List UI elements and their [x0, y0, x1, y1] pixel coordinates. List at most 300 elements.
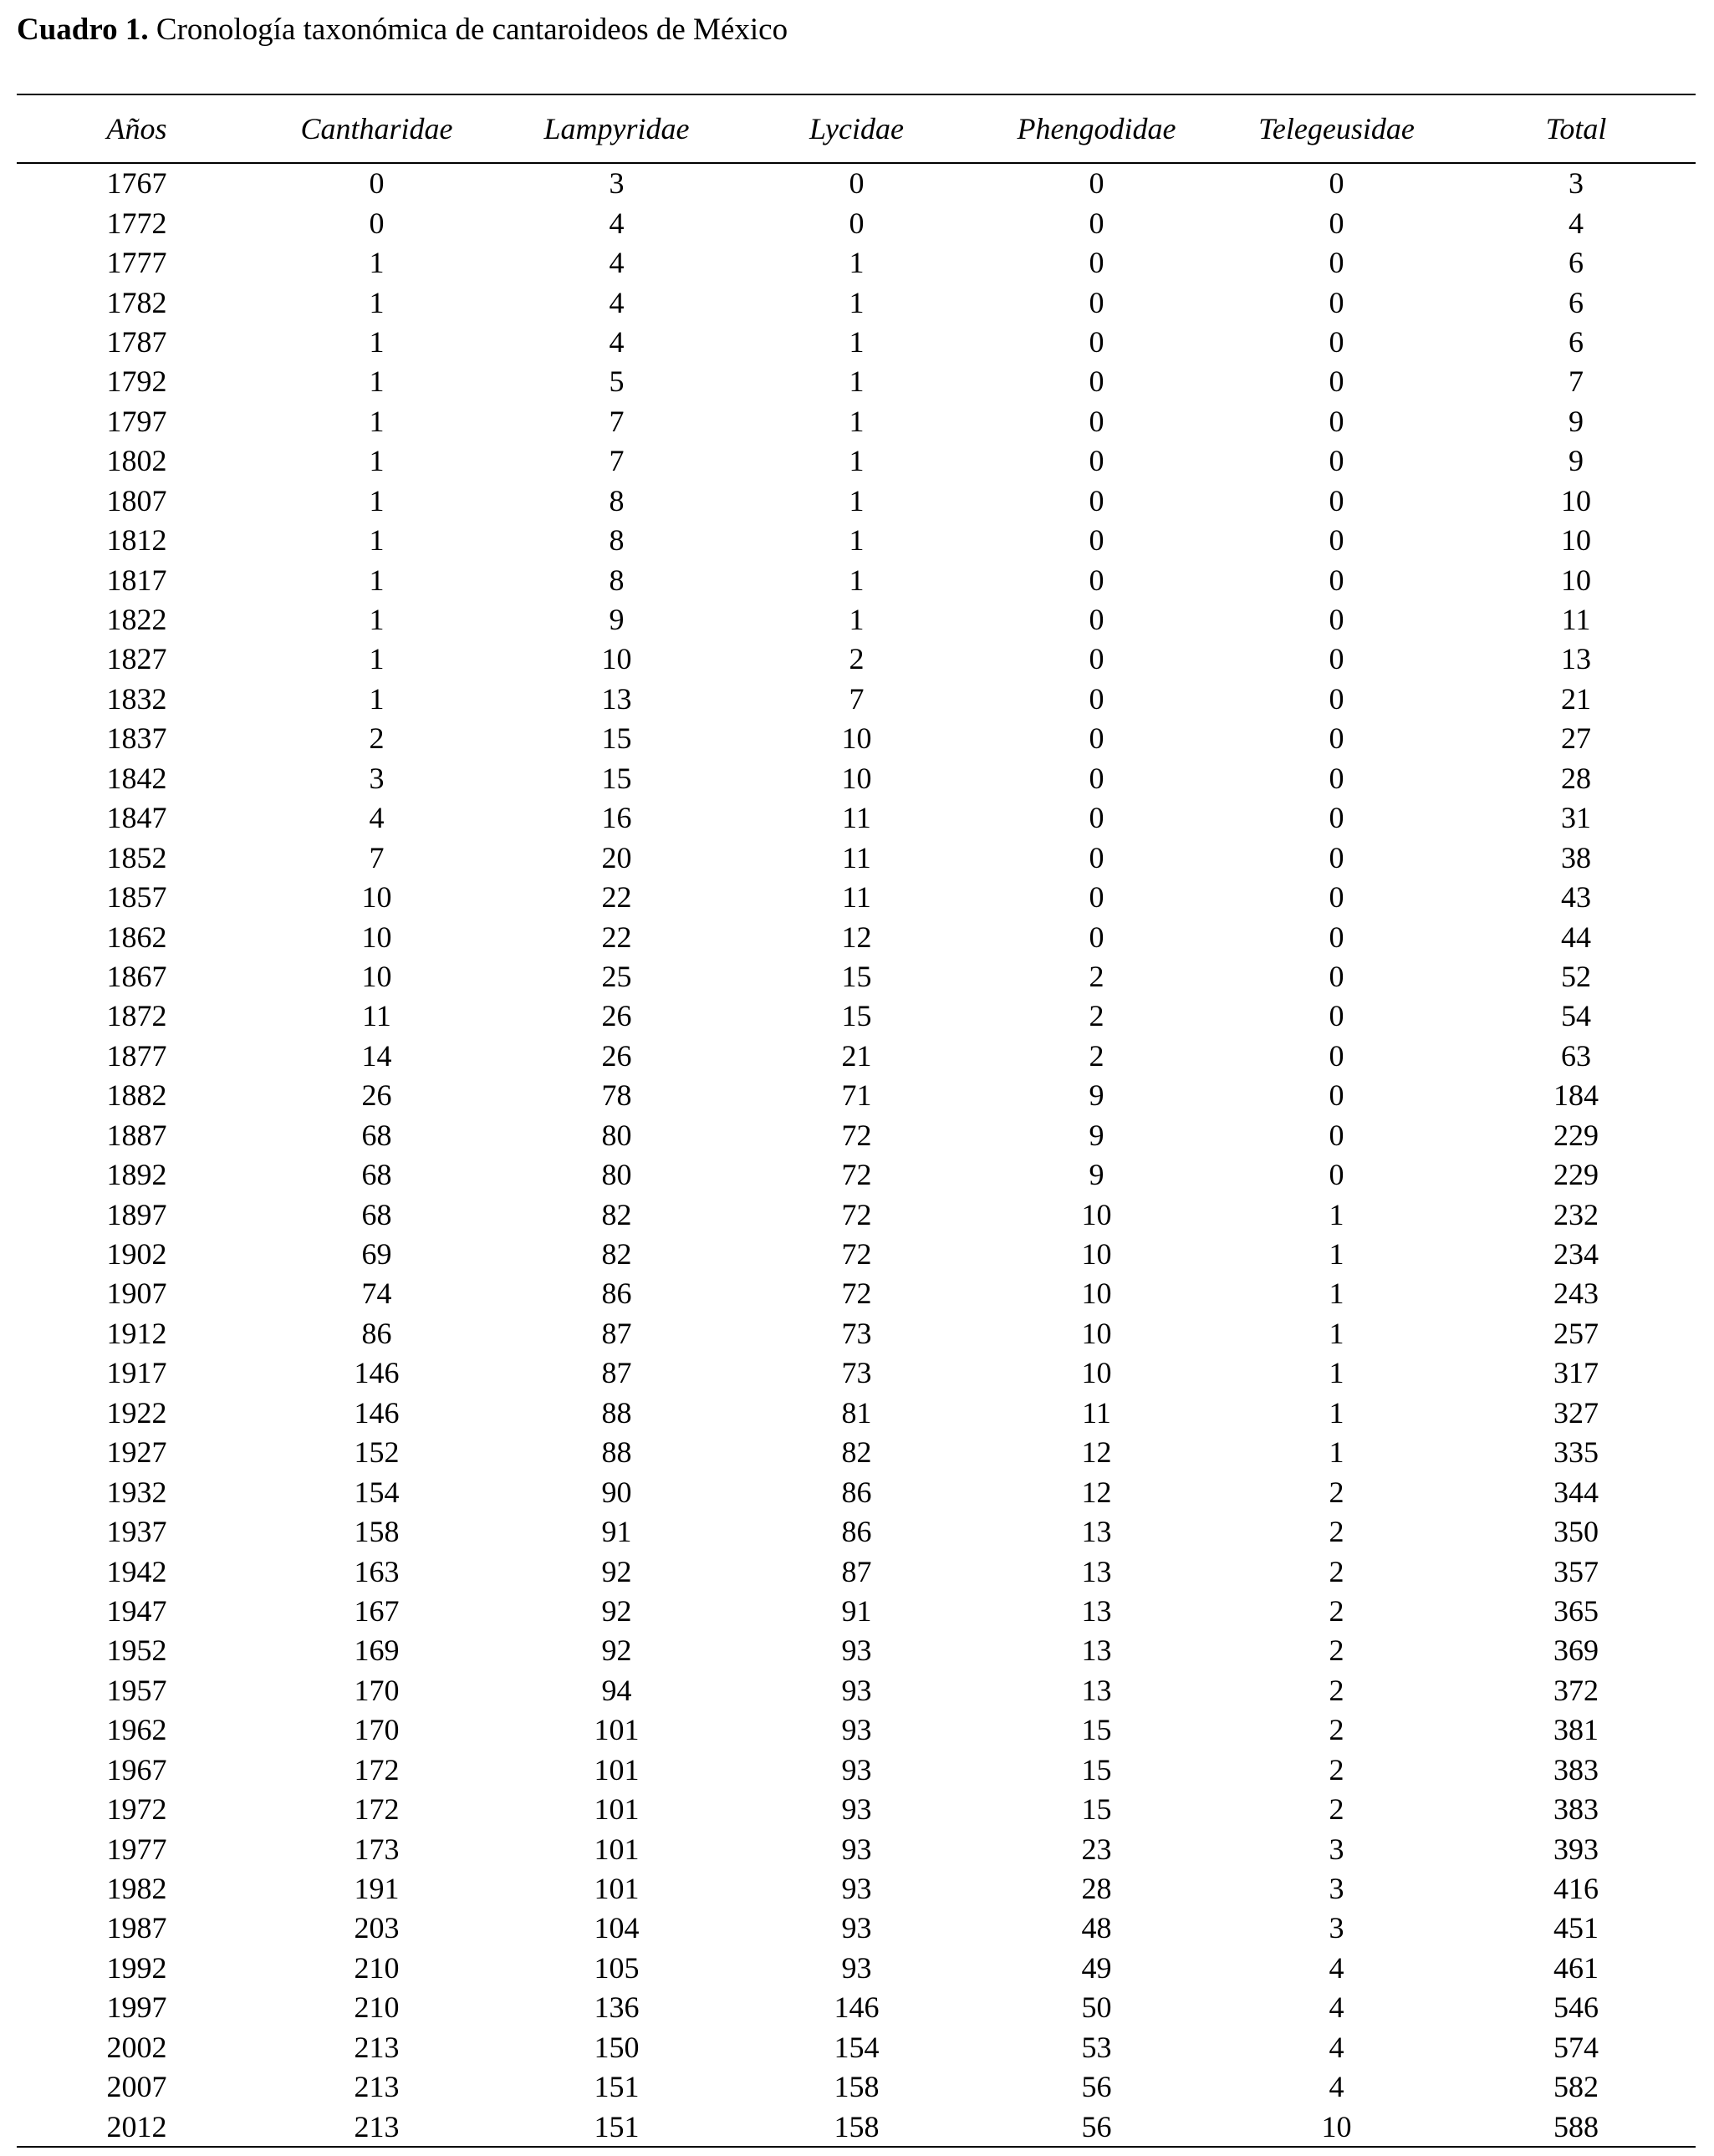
cell-lycidae: 10 — [841, 721, 872, 756]
cell-lycidae: 11 — [842, 840, 871, 874]
cell-telegeusidae: 2 — [1329, 1792, 1344, 1827]
cell-total: 31 — [1561, 801, 1591, 835]
cell-phengodidae: 0 — [1089, 681, 1104, 716]
cell-telegeusidae: 3 — [1329, 1832, 1344, 1866]
cell-cantharidae: 169 — [354, 1634, 400, 1668]
cell-total: 243 — [1553, 1277, 1599, 1311]
cell-phengodidae: 0 — [1089, 483, 1104, 517]
table-row — [17, 1829, 1696, 1868]
table-header-row — [17, 95, 1696, 163]
cell-total: 372 — [1553, 1673, 1599, 1707]
cell-total: 27 — [1561, 721, 1591, 756]
table-row — [17, 560, 1696, 599]
cell-year: 2007 — [106, 2070, 167, 2104]
table-row — [17, 1592, 1696, 1631]
cell-year: 1927 — [106, 1435, 167, 1470]
cell-lampyridae: 92 — [601, 1593, 632, 1628]
cell-lycidae: 12 — [841, 920, 872, 954]
cell-lycidae: 7 — [849, 681, 865, 716]
cell-lycidae: 72 — [841, 1158, 872, 1192]
cell-cantharidae: 1 — [369, 285, 385, 319]
table-row — [17, 482, 1696, 521]
cell-telegeusidae: 4 — [1329, 2030, 1344, 2064]
cell-lycidae: 1 — [849, 563, 865, 597]
table-caption — [17, 10, 788, 50]
cell-total: 317 — [1553, 1356, 1599, 1390]
cell-cantharidae: 167 — [354, 1593, 400, 1628]
cell-cantharidae: 1 — [369, 603, 385, 637]
table-caption-label: Cuadro 1. — [17, 13, 149, 47]
cell-phengodidae: 0 — [1089, 761, 1104, 795]
cell-year: 2012 — [106, 2109, 167, 2143]
cell-lampyridae: 105 — [594, 1950, 640, 1985]
cell-total: 28 — [1561, 761, 1591, 795]
cell-cantharidae: 172 — [354, 1752, 400, 1786]
table-header — [17, 95, 1696, 163]
cell-telegeusidae: 4 — [1329, 1950, 1344, 1985]
cell-lampyridae: 101 — [594, 1792, 640, 1827]
cell-year: 1842 — [106, 761, 167, 795]
cell-telegeusidae: 2 — [1329, 1634, 1344, 1668]
cell-lampyridae: 80 — [601, 1118, 632, 1152]
cell-year: 1787 — [106, 324, 167, 359]
cell-lampyridae: 87 — [601, 1316, 632, 1350]
cell-year: 1877 — [106, 1038, 167, 1073]
cell-phengodidae: 49 — [1081, 1950, 1112, 1985]
cell-lycidae: 93 — [841, 1950, 872, 1985]
cell-phengodidae: 9 — [1089, 1078, 1104, 1113]
cell-telegeusidae: 0 — [1329, 681, 1344, 716]
cell-phengodidae: 53 — [1081, 2030, 1112, 2064]
cell-cantharidae: 170 — [354, 1713, 400, 1747]
cell-cantharidae: 172 — [354, 1792, 400, 1827]
cell-lampyridae: 136 — [594, 1990, 640, 2025]
cell-year: 1982 — [106, 1872, 167, 1906]
cell-telegeusidae: 1 — [1329, 1197, 1344, 1231]
cell-phengodidae: 0 — [1089, 404, 1104, 438]
cell-lycidae: 93 — [841, 1673, 872, 1707]
cell-phengodidae: 12 — [1081, 1475, 1112, 1509]
cell-lampyridae: 7 — [609, 404, 625, 438]
cell-phengodidae: 0 — [1089, 840, 1104, 874]
cell-lycidae: 87 — [841, 1554, 872, 1588]
cell-phengodidae: 0 — [1089, 444, 1104, 478]
cell-total: 344 — [1553, 1475, 1599, 1509]
cell-lycidae: 21 — [841, 1038, 872, 1073]
cell-lycidae: 93 — [841, 1713, 872, 1747]
cell-year: 1827 — [106, 642, 167, 676]
cell-phengodidae: 48 — [1081, 1911, 1112, 1945]
cell-telegeusidae: 0 — [1329, 880, 1344, 915]
cell-lampyridae: 101 — [594, 1713, 640, 1747]
column-header-lycidae: Lycidae — [737, 95, 977, 163]
cell-year: 1767 — [106, 166, 167, 201]
cell-total: 234 — [1553, 1237, 1599, 1272]
cell-phengodidae: 11 — [1082, 1395, 1111, 1430]
cell-cantharidae: 163 — [354, 1554, 400, 1588]
cell-lampyridae: 151 — [594, 2070, 640, 2104]
table-row — [17, 1988, 1696, 2027]
cell-telegeusidae: 0 — [1329, 246, 1344, 280]
cell-lycidae: 86 — [841, 1515, 872, 1549]
cell-lycidae: 86 — [841, 1475, 872, 1509]
cell-total: 63 — [1561, 1038, 1591, 1073]
cell-phengodidae: 0 — [1089, 721, 1104, 756]
cell-lycidae: 0 — [849, 206, 865, 240]
cell-cantharidae: 210 — [354, 1950, 400, 1985]
table-caption-text: Cronología taxonómica de cantaroideos de México — [156, 13, 788, 47]
cell-phengodidae: 10 — [1081, 1237, 1112, 1272]
cell-cantharidae: 1 — [369, 364, 385, 399]
cell-total: 582 — [1553, 2070, 1599, 2104]
cell-total: 184 — [1553, 1078, 1599, 1113]
cell-cantharidae: 2 — [369, 721, 385, 756]
cell-lampyridae: 82 — [601, 1197, 632, 1231]
cell-year: 1992 — [106, 1950, 167, 1985]
table-row — [17, 1710, 1696, 1750]
cell-total: 461 — [1553, 1950, 1599, 1985]
cell-lycidae: 73 — [841, 1356, 872, 1390]
cell-lycidae: 93 — [841, 1832, 872, 1866]
column-header-cantharidae: Cantharidae — [257, 95, 497, 163]
cell-lampyridae: 22 — [601, 880, 632, 915]
cell-total: 21 — [1561, 681, 1591, 716]
cell-cantharidae: 158 — [354, 1515, 400, 1549]
cell-lampyridae: 88 — [601, 1395, 632, 1430]
cell-telegeusidae: 0 — [1329, 444, 1344, 478]
cell-telegeusidae: 0 — [1329, 404, 1344, 438]
cell-phengodidae: 2 — [1089, 1038, 1104, 1073]
cell-lycidae: 1 — [849, 523, 865, 558]
cell-phengodidae: 10 — [1081, 1316, 1112, 1350]
cell-total: 9 — [1569, 404, 1584, 438]
cell-lampyridae: 4 — [609, 285, 625, 319]
cell-year: 1957 — [106, 1673, 167, 1707]
cell-cantharidae: 213 — [354, 2070, 400, 2104]
cell-lycidae: 71 — [841, 1078, 872, 1113]
cell-phengodidae: 56 — [1081, 2109, 1112, 2143]
cell-total: 588 — [1553, 2109, 1599, 2143]
cell-year: 1907 — [106, 1277, 167, 1311]
cell-total: 6 — [1569, 285, 1584, 319]
table-row — [17, 640, 1696, 679]
cell-telegeusidae: 2 — [1329, 1593, 1344, 1628]
cell-cantharidae: 10 — [361, 880, 392, 915]
cell-lampyridae: 4 — [609, 206, 625, 240]
table-row — [17, 1037, 1696, 1076]
cell-total: 232 — [1553, 1197, 1599, 1231]
cell-lycidae: 11 — [842, 801, 871, 835]
table-row — [17, 878, 1696, 917]
cell-year: 1872 — [106, 999, 167, 1033]
cell-cantharidae: 10 — [361, 920, 392, 954]
table-row — [17, 1076, 1696, 1115]
table-row — [17, 2028, 1696, 2067]
cell-cantharidae: 69 — [361, 1237, 392, 1272]
cell-telegeusidae: 4 — [1329, 2070, 1344, 2104]
table-row — [17, 1394, 1696, 1433]
cell-total: 3 — [1569, 166, 1584, 201]
cell-lampyridae: 15 — [601, 721, 632, 756]
cell-phengodidae: 13 — [1081, 1554, 1112, 1588]
cell-lycidae: 1 — [849, 285, 865, 319]
table-row — [17, 1353, 1696, 1393]
cell-phengodidae: 56 — [1081, 2070, 1112, 2104]
cell-phengodidae: 50 — [1081, 1990, 1112, 2025]
table-row — [17, 2107, 1696, 2146]
table-row — [17, 1512, 1696, 1552]
cell-cantharidae: 1 — [369, 246, 385, 280]
table-row — [17, 996, 1696, 1036]
cell-cantharidae: 1 — [369, 404, 385, 438]
table-row — [17, 1869, 1696, 1909]
cell-total: 7 — [1569, 364, 1584, 399]
cell-lampyridae: 101 — [594, 1872, 640, 1906]
cell-total: 229 — [1553, 1158, 1599, 1192]
cell-cantharidae: 1 — [369, 483, 385, 517]
cell-telegeusidae: 1 — [1329, 1237, 1344, 1272]
cell-lycidae: 1 — [849, 404, 865, 438]
cell-telegeusidae: 2 — [1329, 1673, 1344, 1707]
cell-lampyridae: 8 — [609, 563, 625, 597]
cell-total: 383 — [1553, 1752, 1599, 1786]
cell-lycidae: 1 — [849, 603, 865, 637]
cell-phengodidae: 0 — [1089, 880, 1104, 915]
cell-total: 451 — [1553, 1911, 1599, 1945]
cell-year: 1917 — [106, 1356, 167, 1390]
table-bottom-rule — [17, 2146, 1696, 2148]
cell-lampyridae: 22 — [601, 920, 632, 954]
cell-cantharidae: 1 — [369, 681, 385, 716]
table-row — [17, 680, 1696, 719]
column-header-lampyridae: Lampyridae — [497, 95, 737, 163]
cell-cantharidae: 146 — [354, 1395, 400, 1430]
cell-total: 6 — [1569, 246, 1584, 280]
table-row — [17, 719, 1696, 758]
cell-lycidae: 154 — [834, 2030, 880, 2064]
table-row — [17, 1433, 1696, 1472]
cell-lampyridae: 150 — [594, 2030, 640, 2064]
cell-phengodidae: 0 — [1089, 206, 1104, 240]
cell-telegeusidae: 1 — [1329, 1395, 1344, 1430]
cell-year: 1772 — [106, 206, 167, 240]
cell-cantharidae: 1 — [369, 523, 385, 558]
cell-total: 327 — [1553, 1395, 1599, 1430]
table-row — [17, 283, 1696, 322]
cell-lampyridae: 13 — [601, 681, 632, 716]
table-row — [17, 402, 1696, 441]
table-row — [17, 441, 1696, 481]
cell-telegeusidae: 0 — [1329, 206, 1344, 240]
cell-lampyridae: 3 — [609, 166, 625, 201]
cell-cantharidae: 26 — [361, 1078, 392, 1113]
table-row — [17, 323, 1696, 362]
cell-lampyridae: 26 — [601, 999, 632, 1033]
cell-cantharidae: 1 — [369, 444, 385, 478]
cell-telegeusidae: 3 — [1329, 1872, 1344, 1906]
cell-year: 1967 — [106, 1752, 167, 1786]
table-row — [17, 1631, 1696, 1670]
cell-telegeusidae: 10 — [1321, 2109, 1352, 2143]
cell-lampyridae: 25 — [601, 959, 632, 993]
cell-year: 1932 — [106, 1475, 167, 1509]
cell-cantharidae: 191 — [354, 1872, 400, 1906]
cell-cantharidae: 1 — [369, 324, 385, 359]
cell-telegeusidae: 1 — [1329, 1435, 1344, 1470]
cell-phengodidae: 0 — [1089, 523, 1104, 558]
cell-lampyridae: 8 — [609, 523, 625, 558]
cell-cantharidae: 152 — [354, 1435, 400, 1470]
cell-year: 1852 — [106, 840, 167, 874]
cell-year: 2002 — [106, 2030, 167, 2064]
cell-telegeusidae: 0 — [1329, 999, 1344, 1033]
column-header-total: Total — [1456, 95, 1696, 163]
cell-phengodidae: 10 — [1081, 1197, 1112, 1231]
cell-phengodidae: 0 — [1089, 920, 1104, 954]
cell-lycidae: 158 — [834, 2070, 880, 2104]
cell-phengodidae: 0 — [1089, 324, 1104, 359]
cell-total: 13 — [1561, 642, 1591, 676]
cell-cantharidae: 68 — [361, 1158, 392, 1192]
cell-year: 1817 — [106, 563, 167, 597]
table-row — [17, 917, 1696, 956]
cell-year: 1832 — [106, 681, 167, 716]
cell-cantharidae: 1 — [369, 563, 385, 597]
cell-lycidae: 72 — [841, 1277, 872, 1311]
table-body — [17, 163, 1696, 2147]
cell-lampyridae: 82 — [601, 1237, 632, 1272]
cell-total: 229 — [1553, 1118, 1599, 1152]
table-row — [17, 1552, 1696, 1591]
cell-lycidae: 1 — [849, 444, 865, 478]
cell-telegeusidae: 0 — [1329, 1118, 1344, 1152]
cell-year: 1812 — [106, 523, 167, 558]
cell-phengodidae: 13 — [1081, 1634, 1112, 1668]
cell-lycidae: 73 — [841, 1316, 872, 1350]
cell-telegeusidae: 0 — [1329, 483, 1344, 517]
cell-lycidae: 1 — [849, 364, 865, 399]
cell-total: 365 — [1553, 1593, 1599, 1628]
cell-telegeusidae: 2 — [1329, 1713, 1344, 1747]
table-row — [17, 1155, 1696, 1195]
cell-phengodidae: 2 — [1089, 999, 1104, 1033]
cell-total: 335 — [1553, 1435, 1599, 1470]
cell-lycidae: 93 — [841, 1634, 872, 1668]
cell-lycidae: 72 — [841, 1118, 872, 1152]
cell-total: 381 — [1553, 1713, 1599, 1747]
cell-telegeusidae: 0 — [1329, 1038, 1344, 1073]
cell-lampyridae: 4 — [609, 246, 625, 280]
cell-phengodidae: 12 — [1081, 1435, 1112, 1470]
cell-lampyridae: 8 — [609, 483, 625, 517]
cell-telegeusidae: 1 — [1329, 1277, 1344, 1311]
cell-lycidae: 93 — [841, 1792, 872, 1827]
cell-year: 1857 — [106, 880, 167, 915]
table-row — [17, 838, 1696, 877]
cell-year: 1882 — [106, 1078, 167, 1113]
cell-cantharidae: 14 — [361, 1038, 392, 1073]
table-row — [17, 1195, 1696, 1234]
cell-lycidae: 72 — [841, 1197, 872, 1231]
table-row — [17, 1790, 1696, 1829]
cell-total: 44 — [1561, 920, 1591, 954]
cell-telegeusidae: 0 — [1329, 603, 1344, 637]
table-row — [17, 1472, 1696, 1511]
cell-lycidae: 2 — [849, 642, 865, 676]
cell-lampyridae: 104 — [594, 1911, 640, 1945]
table-row — [17, 1314, 1696, 1353]
cell-lampyridae: 92 — [601, 1554, 632, 1588]
cell-total: 383 — [1553, 1792, 1599, 1827]
cell-cantharidae: 173 — [354, 1832, 400, 1866]
cell-lycidae: 158 — [834, 2109, 880, 2143]
cell-year: 1782 — [106, 285, 167, 319]
cell-lampyridae: 87 — [601, 1356, 632, 1390]
cell-total: 393 — [1553, 1832, 1599, 1866]
cell-phengodidae: 28 — [1081, 1872, 1112, 1906]
cell-phengodidae: 9 — [1089, 1118, 1104, 1152]
cell-lycidae: 0 — [849, 166, 865, 201]
cell-phengodidae: 15 — [1081, 1752, 1112, 1786]
cell-cantharidae: 68 — [361, 1118, 392, 1152]
cell-lampyridae: 10 — [601, 642, 632, 676]
cell-telegeusidae: 0 — [1329, 840, 1344, 874]
cell-lycidae: 146 — [834, 1990, 880, 2025]
cell-cantharidae: 86 — [361, 1316, 392, 1350]
table-row — [17, 1751, 1696, 1790]
cell-telegeusidae: 2 — [1329, 1752, 1344, 1786]
cell-lycidae: 1 — [849, 483, 865, 517]
cell-lycidae: 1 — [849, 324, 865, 359]
cell-telegeusidae: 0 — [1329, 920, 1344, 954]
cell-telegeusidae: 0 — [1329, 1158, 1344, 1192]
cell-phengodidae: 23 — [1081, 1832, 1112, 1866]
table-row — [17, 759, 1696, 798]
cell-lampyridae: 151 — [594, 2109, 640, 2143]
cell-total: 416 — [1553, 1872, 1599, 1906]
cell-cantharidae: 0 — [369, 166, 385, 201]
cell-cantharidae: 68 — [361, 1197, 392, 1231]
cell-lampyridae: 9 — [609, 603, 625, 637]
table-row — [17, 1116, 1696, 1155]
cell-cantharidae: 1 — [369, 642, 385, 676]
cell-lycidae: 72 — [841, 1237, 872, 1272]
cell-telegeusidae: 3 — [1329, 1911, 1344, 1945]
cell-lampyridae: 92 — [601, 1634, 632, 1668]
cell-year: 1892 — [106, 1158, 167, 1192]
column-header-telegeusidae: Telegeusidae — [1217, 95, 1456, 163]
cell-year: 1837 — [106, 721, 167, 756]
cell-lampyridae: 15 — [601, 761, 632, 795]
cell-cantharidae: 11 — [362, 999, 391, 1033]
cell-year: 1942 — [106, 1554, 167, 1588]
cell-year: 1912 — [106, 1316, 167, 1350]
cell-total: 9 — [1569, 444, 1584, 478]
cell-phengodidae: 15 — [1081, 1713, 1112, 1747]
cell-year: 1972 — [106, 1792, 167, 1827]
table-row — [17, 1274, 1696, 1313]
cell-cantharidae: 213 — [354, 2109, 400, 2143]
cell-telegeusidae: 0 — [1329, 285, 1344, 319]
cell-year: 1997 — [106, 1990, 167, 2025]
cell-year: 1822 — [106, 603, 167, 637]
table-row — [17, 600, 1696, 640]
cell-telegeusidae: 0 — [1329, 959, 1344, 993]
column-header-anos: Años — [17, 95, 257, 163]
cell-total: 38 — [1561, 840, 1591, 874]
cell-lycidae: 93 — [841, 1911, 872, 1945]
cell-year: 1922 — [106, 1395, 167, 1430]
